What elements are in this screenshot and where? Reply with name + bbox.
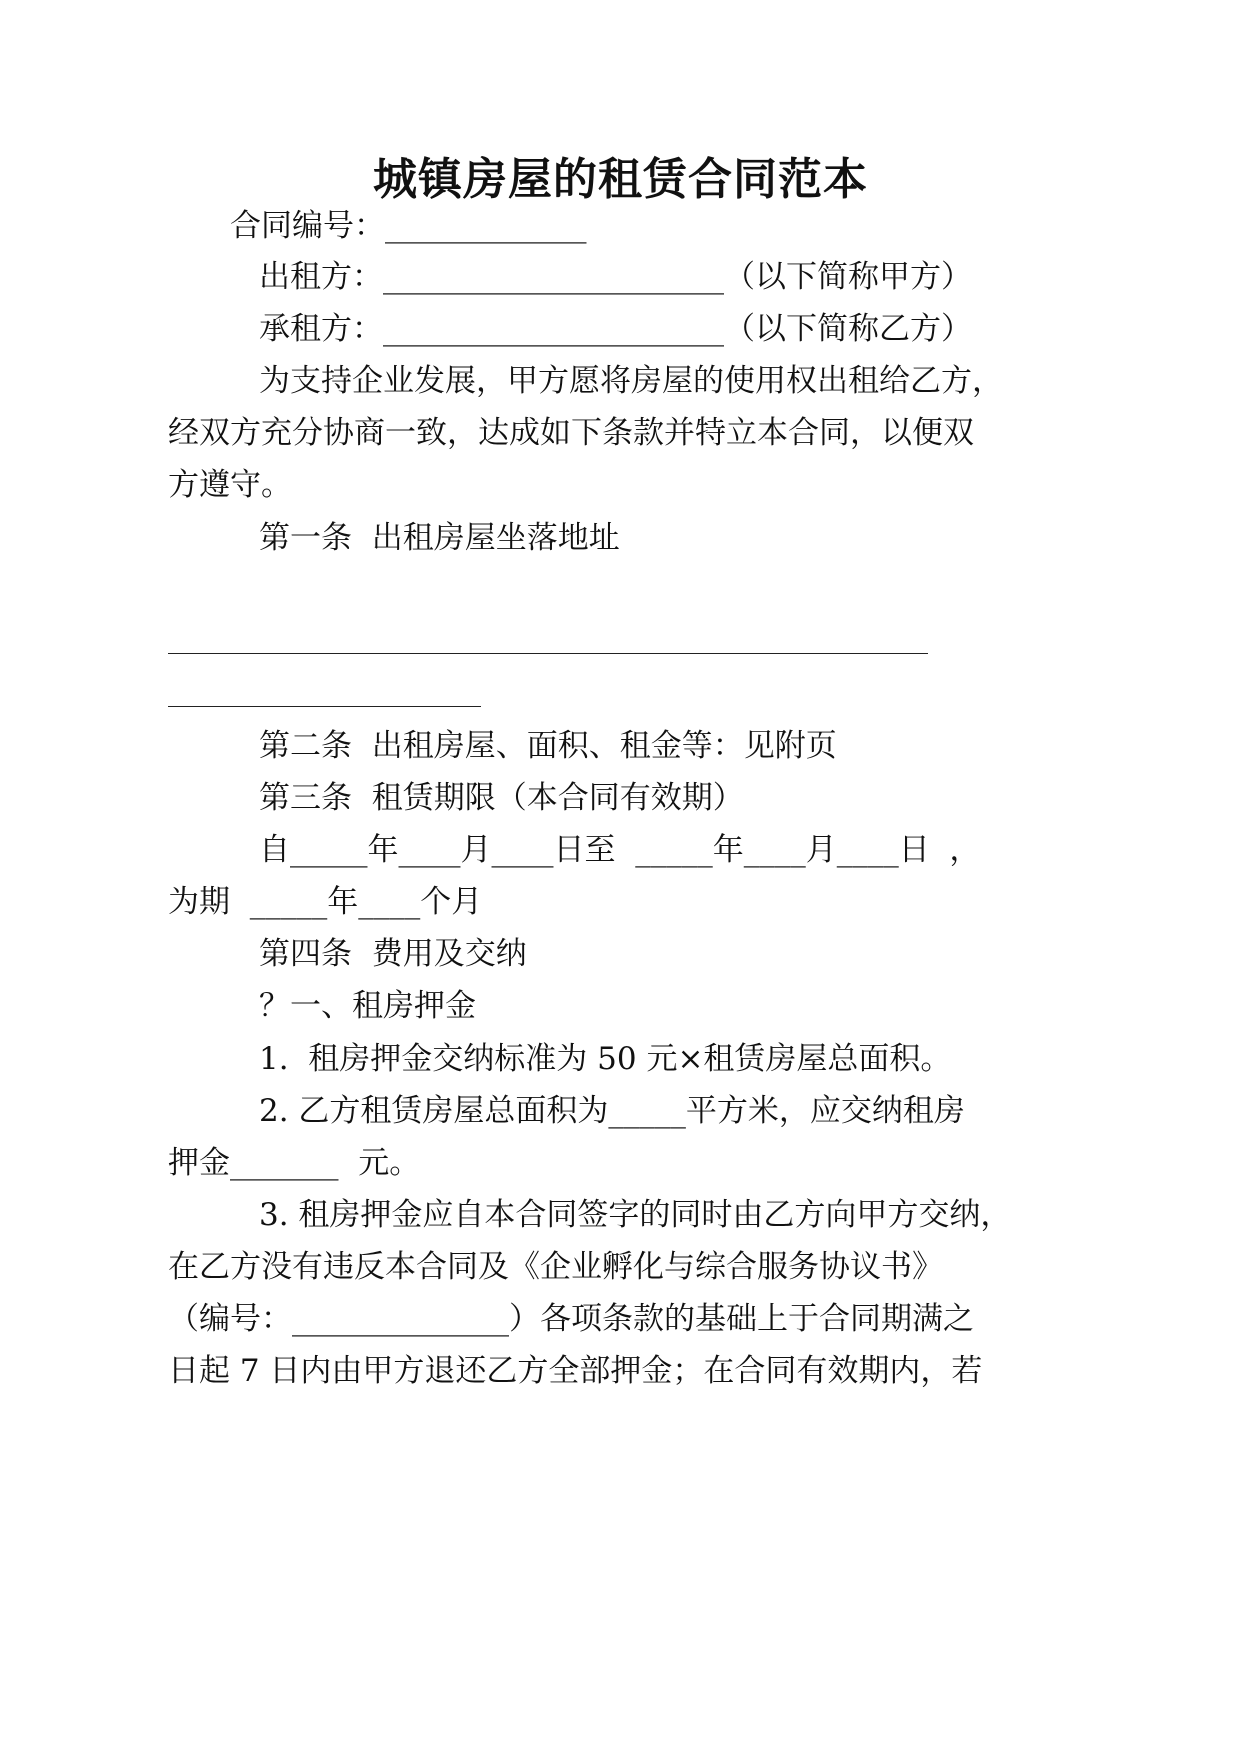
intro-paragraph-line-2: 经双方充分协商一致，达成如下条款并特立本合同，以便双 <box>168 415 974 451</box>
intro-paragraph-line-3: 方遵守。 <box>168 467 292 503</box>
article-3-heading: 第三条 租赁期限（本合同有效期） <box>259 780 744 816</box>
deposit-item-2-line-2: 押金_______ 元。 <box>168 1145 421 1181</box>
article-1-heading: 第一条 出租房屋坐落地址 <box>259 520 620 556</box>
deposit-item-3-line-1: 3. 租房押金应自本合同签字的同时由乙方向甲方交纳， <box>259 1197 1012 1233</box>
lessee-line: 承租方：______________________（以下简称乙方） <box>259 311 972 347</box>
contract-number-line: 合同编号：_____________ <box>230 208 587 244</box>
deposit-item-2-line-1: 2. 乙方租赁房屋总面积为_____平方米，应交纳租房 <box>259 1093 965 1129</box>
deposit-heading: ？一、租房押金 <box>259 988 476 1024</box>
deposit-item-3-line-2: 在乙方没有违反本合同及《企业孵化与综合服务协议书》 <box>168 1249 943 1285</box>
deposit-item-3-line-3: （编号：______________）各项条款的基础上于合同期满之 <box>168 1301 974 1337</box>
lease-period-line-2: 为期 _____年____个月 <box>168 884 483 920</box>
address-blank-line-1 <box>168 653 928 654</box>
article-4-heading: 第四条 费用及交纳 <box>259 936 527 972</box>
deposit-item-3-line-4: 日起 7 日内由甲方退还乙方全部押金；在合同有效期内，若 <box>168 1353 983 1389</box>
article-2-heading: 第二条 出租房屋、面积、租金等：见附页 <box>259 728 837 764</box>
intro-paragraph-line-1: 为支持企业发展，甲方愿将房屋的使用权出租给乙方， <box>259 363 1003 399</box>
document-title: 城镇房屋的租赁合同范本 <box>373 154 868 205</box>
lessor-line: 出租方：______________________（以下简称甲方） <box>259 259 972 295</box>
deposit-item-1: 1. 租房押金交纳标准为 50 元×租赁房屋总面积。 <box>259 1041 952 1077</box>
address-blank-line-2 <box>168 706 481 707</box>
lease-period-line-1: 自_____年____月____日至 _____年____月____日 ， <box>259 832 981 868</box>
